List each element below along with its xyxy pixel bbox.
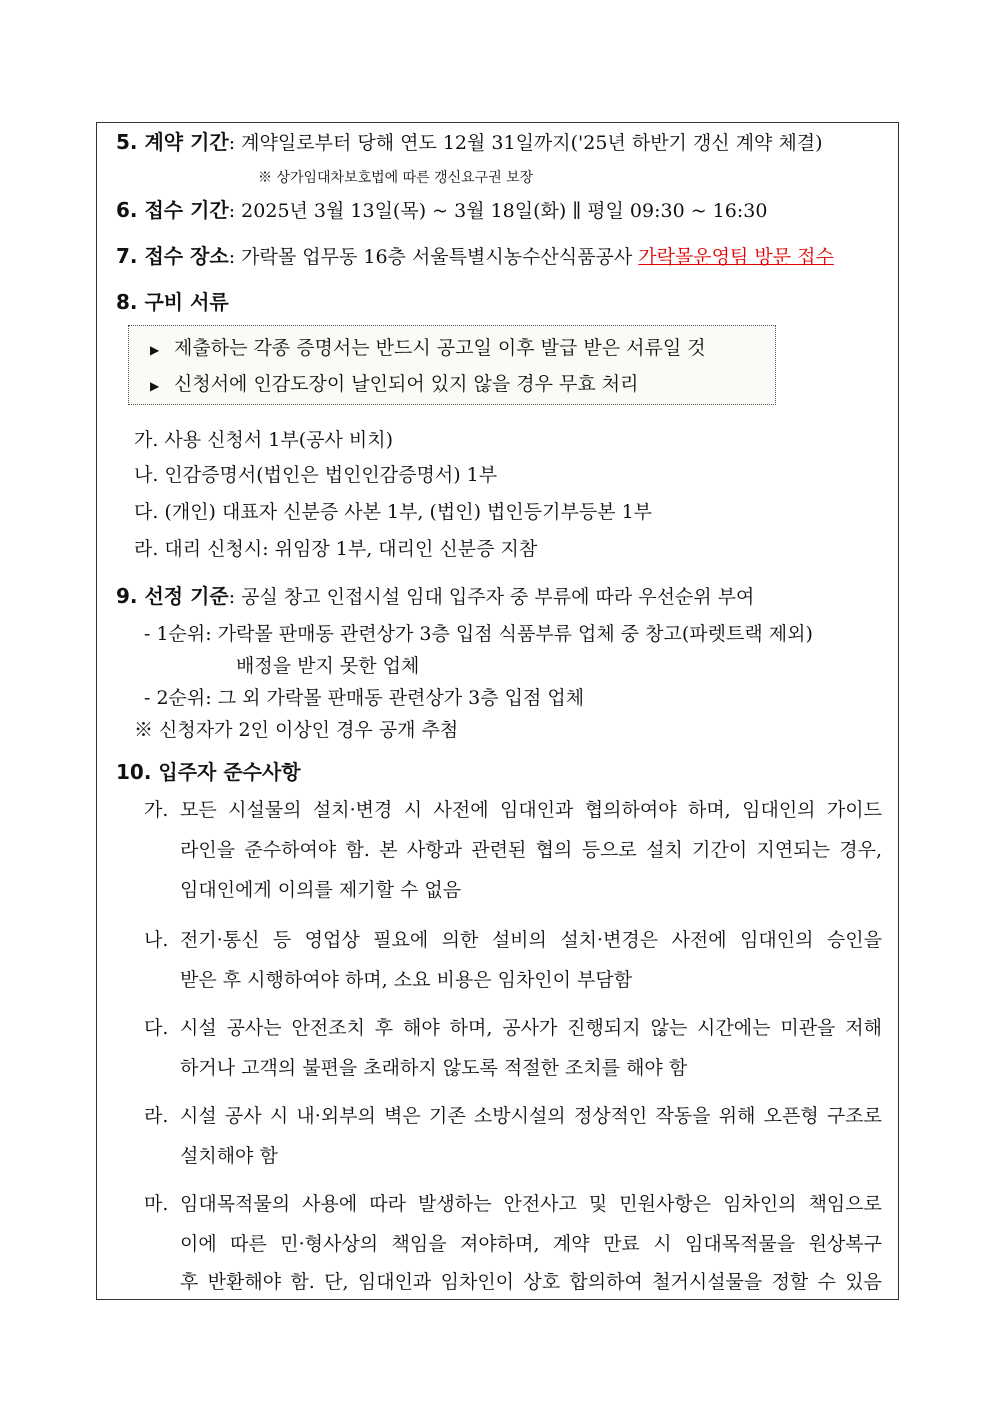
- triangle-bullet-icon: ▶: [150, 379, 160, 393]
- item-ma-line: 이에 따른 민·형사상의 책임을 져야하며, 계약 만료 시 임대목적물을 원상복구: [180, 1233, 882, 1255]
- section-7-highlight: 가락몰운영팀 방문 접수: [638, 246, 834, 268]
- section-9: [116, 584, 754, 609]
- item-ma-line: 후 반환해야 함. 단, 임대인과 임차인이 상호 합의하여 철거시설물을 정할 수 있음: [180, 1271, 882, 1293]
- rank-1-line-1: - 1순위: 가락몰 판매동 관련상가 3층 입점 식품부류 업체 중 창고(파렛트랙 제외): [144, 623, 813, 645]
- rank-1-line-2: 배정을 받지 못한 업체: [236, 655, 420, 677]
- section-5: [116, 130, 823, 155]
- item-ra-line: 설치해야 함: [180, 1145, 278, 1167]
- item-na-line: 전기·통신 등 영업상 필요에 의한 설비의 설치·변경은 사전에 임대인의 승인을: [180, 929, 882, 951]
- notice-text: 신청서에 인감도장이 날인되어 있지 않을 경우 무효 처리: [174, 373, 639, 395]
- item-da-marker: 다.: [144, 1017, 169, 1039]
- item-ga-line: 모든 시설물의 설치·변경 시 사전에 임대인과 협의하여야 하며, 임대인의 가이드: [180, 799, 882, 821]
- triangle-bullet-icon: ▶: [150, 343, 160, 357]
- item-ga-marker: 가.: [144, 799, 169, 821]
- section-9-note: ※ 신청자가 2인 이상인 경우 공개 추첨: [134, 719, 459, 741]
- notice-text: 제출하는 각종 증명서는 반드시 공고일 이후 발급 받은 서류일 것: [174, 337, 706, 359]
- section-6-text: : 2025년 3월 13일(목) ~ 3월 18일(화) ∥ 평일 09:30 ~ 16:30: [228, 200, 768, 222]
- section-6: [116, 198, 767, 223]
- item-ga-line: 임대인에게 이의를 제기할 수 없음: [180, 879, 462, 901]
- section-7: [116, 244, 834, 269]
- section-10-heading: 10. 입주자 준수사항: [116, 760, 301, 784]
- item-ga-line: 라인을 준수하여야 함. 본 사항과 관련된 협의 등으로 설치 기간이 지연되는 경우,: [180, 839, 882, 861]
- item-da-line: 하거나 고객의 불편을 초래하지 않도록 적절한 조치를 해야 함: [180, 1057, 688, 1079]
- notice-item: [150, 372, 638, 398]
- section-5-heading: 5. 계약 기간: [116, 130, 229, 154]
- document-item: 나. 인감증명서(법인은 법인인감증명서) 1부: [134, 464, 498, 486]
- item-ma-line: 임대목적물의 사용에 따라 발생하는 안전사고 및 민원사항은 임차인의 책임으로: [180, 1193, 882, 1215]
- section-5-text: : 계약일로부터 당해 연도 12월 31일까지('25년 하반기 갱신 계약 체결): [228, 132, 823, 154]
- section-7-text: : 가락몰 업무동 16층 서울특별시농수산식품공사: [228, 246, 639, 268]
- section-5-note: ※ 상가임대차보호법에 따른 갱신요구권 보장: [258, 170, 534, 186]
- document-item: 라. 대리 신청시: 위임장 1부, 대리인 신분증 지참: [134, 538, 538, 560]
- document-item: 다. (개인) 대표자 신분증 사본 1부, (법인) 법인등기부등본 1부: [134, 501, 653, 523]
- item-na-marker: 나.: [144, 929, 169, 951]
- section-8-heading: 8. 구비 서류: [116, 290, 229, 314]
- item-ma-marker: 마.: [144, 1193, 169, 1215]
- section-9-text: : 공실 창고 인접시설 임대 입주자 중 부류에 따라 우선순위 부여: [228, 586, 755, 608]
- section-6-heading: 6. 접수 기간: [116, 198, 229, 222]
- document-item: 가. 사용 신청서 1부(공사 비치): [134, 429, 394, 451]
- notice-item: [150, 336, 706, 362]
- section-9-heading: 9. 선정 기준: [116, 584, 229, 608]
- item-ra-marker: 라.: [144, 1105, 169, 1127]
- rank-2: - 2순위: 그 외 가락몰 판매동 관련상가 3층 입점 업체: [144, 687, 585, 709]
- item-na-line: 받은 후 시행하여야 하며, 소요 비용은 임차인이 부담함: [180, 969, 633, 991]
- item-ra-line: 시설 공사 시 내·외부의 벽은 기존 소방시설의 정상적인 작동을 위해 오픈형 구조로: [180, 1105, 882, 1127]
- section-7-heading: 7. 접수 장소: [116, 244, 229, 268]
- item-da-line: 시설 공사는 안전조치 후 해야 하며, 공사가 진행되지 않는 시간에는 미관을 저해: [180, 1017, 882, 1039]
